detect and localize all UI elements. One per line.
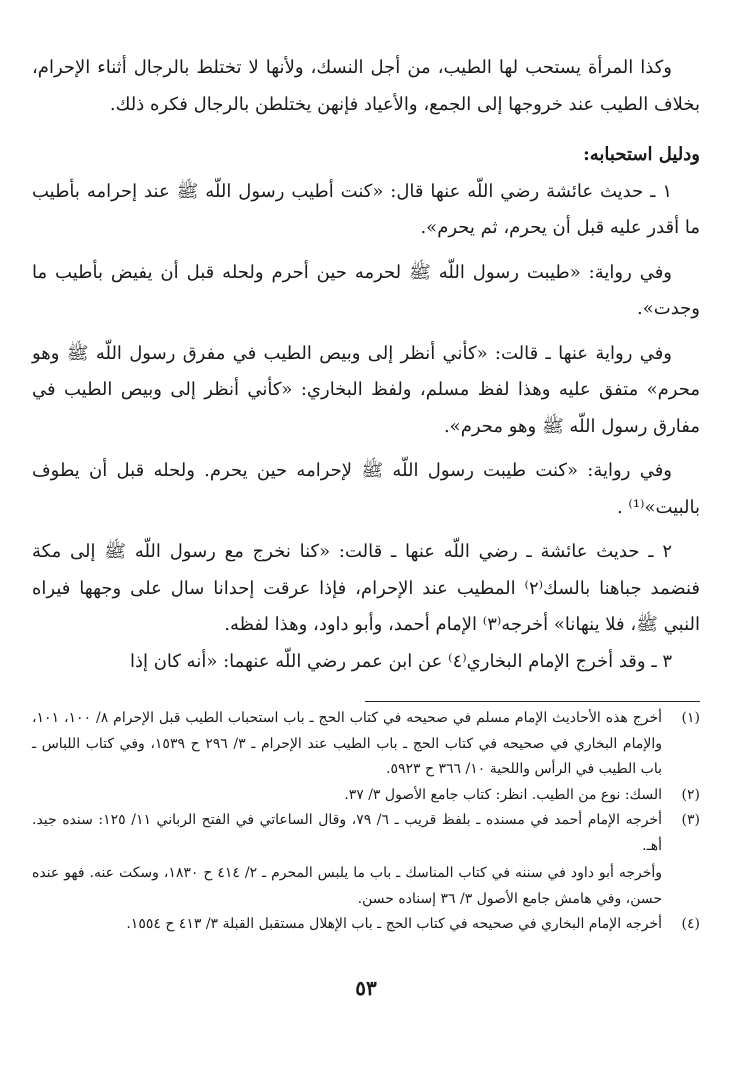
footnote-number: (٣) bbox=[681, 812, 700, 828]
footnote-number: (٢) bbox=[681, 786, 700, 803]
paragraph-hadith-2: ٢ ـ حديث عائشة ـ رضي اللّه عنها ـ قالت: «كنا نخرج مع رسول اللّه ﷺ إلى مكة فنضمد جباهنا بالسك⁽٢⁾ المطيب عند الإحرام، فإذا عرقت إحدانا سال على وجهها فيراه النبي ﷺ، فلا ينهانا» أخرجه⁽٣⁾ الإمام أحمد، وأبو داود، وهذا لفظه. bbox=[32, 541, 701, 635]
page-number: ٥٣ bbox=[355, 976, 377, 1000]
footnote-3 bbox=[32, 808, 700, 859]
main-text bbox=[32, 50, 700, 680]
footnote-text: أخرجه الإمام أحمد في مسنده ـ بلفظ قريب ـ ٦/ ٧٩، وقال الساعاتي في الفتح الرباني ١١/ ١٢٥: سنده جيد. أهـ. bbox=[32, 812, 663, 854]
footnote-2 bbox=[32, 783, 700, 809]
footnotes bbox=[32, 706, 700, 938]
footnote-text: أخرجه الإمام البخاري في صحيحه في كتاب الحج ـ باب الإهلال مستقبل القبلة ٣/ ٤١٣ ح ١٥٥٤. bbox=[126, 916, 662, 932]
footnote-number: (١) bbox=[681, 710, 700, 726]
footnote-text: السك: نوع من الطيب. انظر: كتاب جامع الأصول ٣/ ٣٧. bbox=[344, 786, 662, 803]
paragraph-hadith-3: ٣ ـ وقد أخرج الإمام البخاري⁽٤⁾ عن ابن عمر رضي اللّه عنهما: «أنه كان إذا bbox=[129, 650, 672, 672]
paragraph-intro: وكذا المرأة يستحب لها الطيب، من أجل النسك، ولأنها لا تختلط بالرجال أثناء الإحرام، بخلاف الطيب عند خروجها إلى الجمع، والأعياد فإنهن يختلطن بالرجال فكره ذلك. bbox=[32, 57, 700, 115]
footnote-4 bbox=[32, 912, 700, 938]
paragraph-riwaya-1: وفي رواية: «طيبت رسول اللّه ﷺ لحرمه حين أحرم ولحله قبل أن يفيض بأطيب ما وجدت». bbox=[32, 261, 700, 319]
paragraph-riwaya-2: وفي رواية عنها ـ قالت: «كأني أنظر إلى وبيص الطيب في مفرق رسول اللّه ﷺ وهو محرم» متفق عليه وهذا لفظ مسلم، ولفظ البخاري: «كأني أنظر إلى وبيص الطيب في مفارق رسول اللّه ﷺ وهو محرم». bbox=[32, 342, 700, 437]
footnote-number: (٤) bbox=[681, 916, 700, 932]
section-heading: ودليل استحبابه: bbox=[583, 144, 700, 165]
footnote-1 bbox=[32, 706, 700, 783]
paragraph-riwaya-3: وفي رواية: «كنت طيبت رسول اللّه ﷺ لإحرامه حين يحرم. ولحله قبل أن يطوف بالبيت»⁽¹⁾ . bbox=[32, 460, 700, 518]
book-page bbox=[32, 0, 700, 1072]
footnote-3-continuation: وأخرجه أبو داود في سننه في كتاب المناسك ـ باب ما يلبس المحرم ـ ٢/ ٤١٤ ح ١٨٣٠، وسكت عنه. فهو عنده حسن، وفي هامش جامع الأصول ٣/ ٣٦ إسناده حسن. bbox=[32, 865, 663, 907]
footnote-separator bbox=[365, 701, 700, 702]
footnote-text: أخرج هذه الأحاديث الإمام مسلم في صحيحه في كتاب الحج ـ باب استحباب الطيب قبل الإحرام ٨/ ١٠٠، ١٠١، والإمام البخاري في صحيحه في كتاب الحج ـ باب الطيب عند الإحرام ـ ٣/ ٢٩٦ ح ١٥٣٩، وفي كتاب اللباس ـ باب الطيب في الرأس واللحية ١٠/ ٣٦٦ ح ٥٩٢٣. bbox=[32, 710, 663, 777]
paragraph-hadith-1: ١ ـ حديث عائشة رضي اللّه عنها قال: «كنت أطيب رسول اللّه ﷺ عند إحرامه بأطيب ما أقدر عليه قبل أن يحرم، ثم يحرم». bbox=[32, 180, 700, 238]
